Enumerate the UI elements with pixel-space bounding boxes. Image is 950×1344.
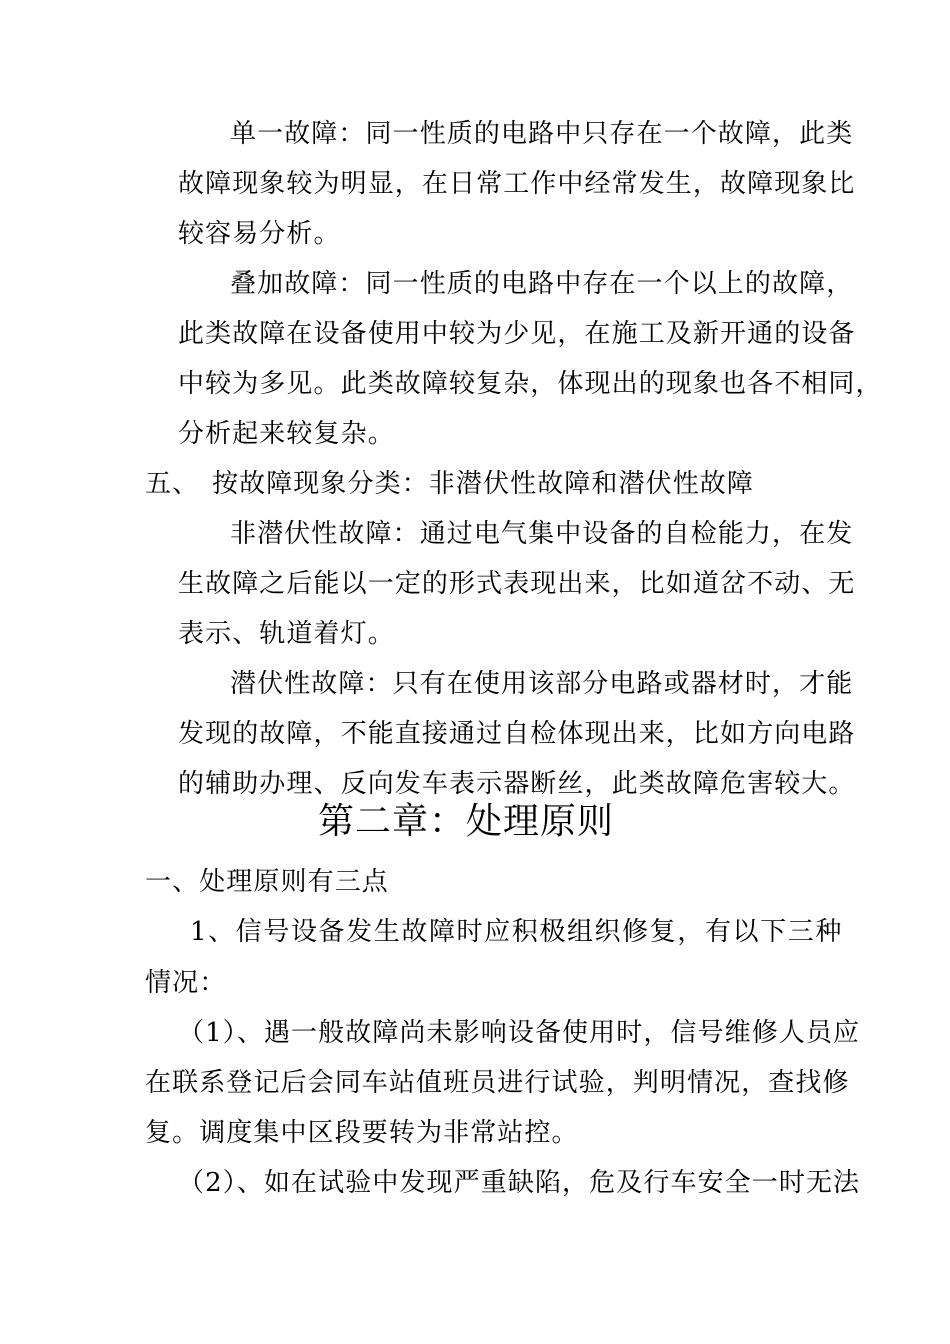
latent-line-3: 的辅助办理、反向发车表示器断丝，此类故障危害较大。 [178, 769, 856, 799]
latent-line-2: 发现的故障，不能直接通过自检体现出来，比如方向电路 [178, 719, 856, 749]
overlap-fault-line-4: 分析起来较复杂。 [178, 419, 395, 449]
sub-item-1-line-2: 在联系登记后会同车站值班员进行试验，判明情况，查找修 [145, 1068, 850, 1098]
sub-item-1-line-3: 复。调度集中区段要转为非常站控。 [145, 1118, 579, 1148]
overlap-fault-line-3: 中较为多见。此类故障较复杂，体现出的现象也各不相同， [178, 369, 883, 399]
non-latent-line-1: 非潜伏性故障：通过电气集中设备的自检能力，在发 [230, 519, 854, 549]
non-latent-line-2: 生故障之后能以一定的形式表现出来，比如道岔不动、无 [178, 569, 856, 599]
sub-item-2-line-1: （2）、如在试验中发现严重缺陷，危及行车安全一时无法 [178, 1168, 861, 1198]
non-latent-line-3: 表示、轨道着灯。 [178, 619, 395, 649]
sub-item-1-line-1: （1）、遇一般故障尚未影响设备使用时，信号维修人员应 [178, 1018, 861, 1048]
overlap-fault-line-1: 叠加故障：同一性质的电路中存在一个以上的故障， [230, 269, 854, 299]
latent-line-1: 潜伏性故障：只有在使用该部分电路或器材时，才能 [230, 669, 854, 699]
principles-heading: 一、处理原则有三点 [145, 867, 389, 897]
chapter-2-title: 第二章：处理原则 [318, 801, 615, 842]
principle-1-line-2: 情况： [145, 968, 227, 998]
principle-1-line-1: 1、信号设备发生故障时应积极组织修复，有以下三种 [190, 917, 843, 947]
single-fault-line-3: 较容易分析。 [178, 219, 341, 249]
single-fault-line-1: 单一故障：同一性质的电路中只存在一个故障，此类 [230, 119, 854, 149]
single-fault-line-2: 故障现象较为明显，在日常工作中经常发生，故障现象比 [178, 169, 856, 199]
section-5-number: 五、 [145, 469, 200, 499]
overlap-fault-line-2: 此类故障在设备使用中较为少见，在施工及新开通的设备 [178, 319, 856, 349]
section-5-title: 按故障现象分类：非潜伏性故障和潜伏性故障 [212, 469, 755, 499]
